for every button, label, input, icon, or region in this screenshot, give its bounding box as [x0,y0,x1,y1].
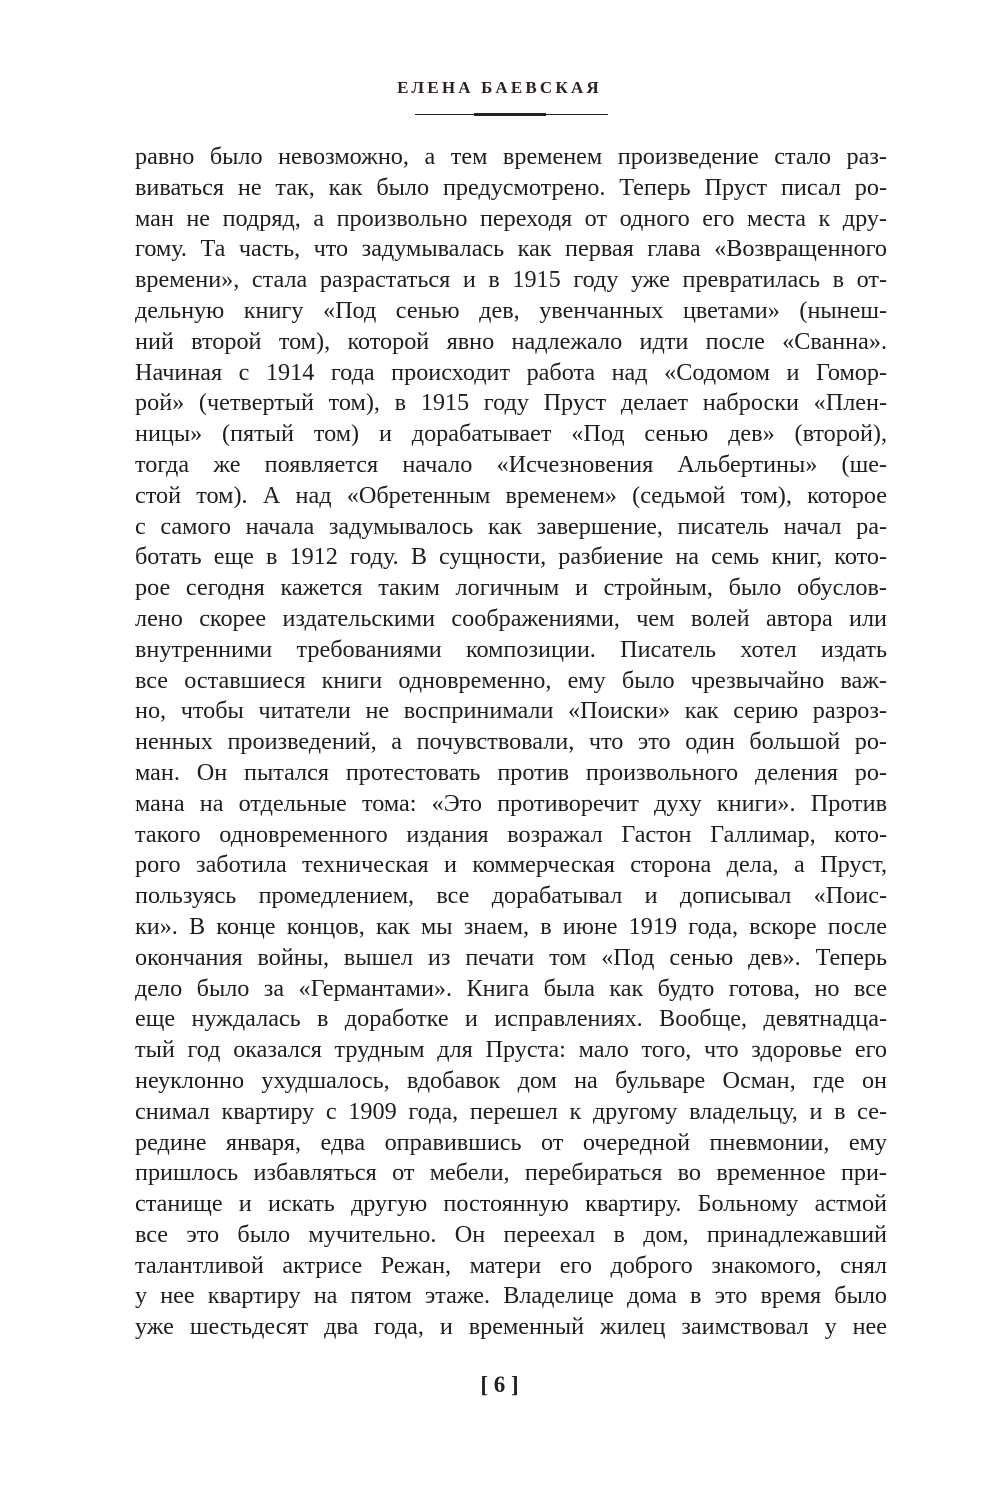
text-line [135,234,887,265]
text-line-content: лено скорее издательскими соображениями, чем волей автора или [135,604,887,632]
body-text [135,142,887,1343]
text-line-content: редине января, едва оправившись от очередной пневмонии, ему [135,1128,887,1156]
text-line-content: но, чтобы читатели не воспринимали «Поиски» как серию разроз- [135,697,887,725]
text-line [135,1066,887,1097]
text-line-content: талантливой актрисе Режан, матери его доброго знакомого, снял [135,1251,887,1279]
text-line [135,912,887,943]
text-line [135,789,887,820]
page-number: [ 6 ] [480,1372,519,1397]
text-line-content: ки». В конце концов, как мы знаем, в июне 1919 года, вскоре после [135,912,887,940]
text-line [135,1189,887,1220]
text-line [135,820,887,851]
text-line [135,542,887,573]
text-line [135,758,887,789]
text-line [135,1128,887,1159]
text-line-content: стой том). А над «Обретенным временем» (седьмой том), которое [135,481,887,509]
text-line-content: пользуясь промедлением, все дорабатывал и дописывал «Поис- [135,882,887,910]
text-line-content: уже шестьдесят два года, и временный жилец заимствовал у нее [135,1313,887,1341]
text-line [135,173,887,204]
text-line [135,296,887,327]
text-line-content: окончания войны, вышел из печати том «Под сенью дев». Теперь [135,943,887,971]
text-line [135,635,887,666]
text-line-content: рого заботила техническая и коммерческая сторона дела, а Пруст, [135,851,887,879]
text-line-content: с самого начала задумывалось как завершение, писатель начал ра- [135,512,887,540]
text-line-content: у нее квартиру на пятом этаже. Владелице дома в это время было [135,1282,887,1310]
text-line [135,265,887,296]
text-line [135,481,887,512]
text-line-content: такого одновременного издания возражал Гастон Галлимар, кото- [135,820,887,848]
text-line [135,943,887,974]
text-line-content: дельную книгу «Под сенью дев, увенчанных цветами» (нынеш- [135,296,887,324]
text-line [135,1097,887,1128]
text-line-content: внутренними требованиями композиции. Писатель хотел издать [135,635,887,663]
text-line [135,1158,887,1189]
text-line [135,419,887,450]
text-line [135,204,887,235]
text-line [135,1035,887,1066]
text-line [135,1251,887,1282]
text-line-content: ман не подряд, а произвольно переходя от одного его места к дру- [135,204,887,232]
text-line-content: рой» (четвертый том), в 1915 году Пруст делает наброски «Плен- [135,389,887,417]
text-line-content: снимал квартиру с 1909 года, перешел к другому владельцу, и в се- [135,1097,887,1125]
text-line-content: рое сегодня кажется таким логичным и стройным, было обуслов- [135,574,887,602]
text-line-content: виваться не так, как было предусмотрено. Теперь Пруст писал ро- [135,173,887,201]
text-line [135,1281,887,1312]
text-line [135,696,887,727]
text-line-content: равно было невозможно, а тем временем произведение стало раз- [135,143,887,170]
text-line [135,850,887,881]
text-line-content: ний второй том), которой явно надлежало идти после «Сванна». [135,327,887,355]
text-line [135,881,887,912]
text-line [135,388,887,419]
text-line [135,1004,887,1035]
text-line-content: еще нуждалась в доработке и исправлениях. Вообще, девятнадца- [135,1005,887,1033]
text-line-content: ман. Он пытался протестовать против произвольного деления ро- [135,758,887,786]
header-rule-center [474,113,546,116]
text-line [135,512,887,543]
text-line-content: ненных произведений, а почувствовали, что это один большой ро- [135,728,887,756]
text-line [135,327,887,358]
text-line-content: все это было мучительно. Он переехал в дом, принадлежавший [135,1220,887,1248]
text-line [135,604,887,635]
text-line [135,1312,887,1343]
text-line [135,450,887,481]
text-line-content: тогда же появляется начало «Исчезновения Альбертины» (ше- [135,450,887,478]
text-line-content: все оставшиеся книги одновременно, ему было чрезвычайно важ- [135,666,887,694]
text-line-content: Начиная с 1914 года происходит работа над «Содомом и Гомор- [135,358,887,386]
text-line-content: ницы» (пятый том) и дорабатывает «Под сенью дев» (второй), [135,420,887,448]
text-line [135,727,887,758]
text-line [135,666,887,697]
text-line-content: тый год оказался трудным для Пруста: мало того, что здоровье его [135,1036,887,1064]
text-line-content: времени», стала разрастаться и в 1915 году уже превратилась в от- [135,266,887,294]
text-line-content: дело было за «Германтами». Книга была как будто готова, но все [135,974,887,1002]
text-line-content: ботать еще в 1912 году. В сущности, разбиение на семь книг, кото- [135,543,887,571]
text-line [135,974,887,1005]
text-line-content: мана на отдельные тома: «Это противоречит духу книги». Против [135,789,887,817]
running-header: ЕЛЕНА БАЕВСКАЯ [397,78,602,97]
text-line-content: гому. Та часть, что задумывалась как первая глава «Возвращенного [135,235,887,263]
text-line [135,1220,887,1251]
text-line [135,358,887,389]
text-line-content: неуклонно ухудшалось, вдобавок дом на бульваре Осман, где он [135,1066,887,1094]
text-line-content: станище и искать другую постоянную квартиру. Больному астмой [135,1190,887,1218]
text-line [135,573,887,604]
text-line [135,142,887,173]
text-line-content: пришлось избавляться от мебели, перебираться во временное при- [135,1159,887,1187]
